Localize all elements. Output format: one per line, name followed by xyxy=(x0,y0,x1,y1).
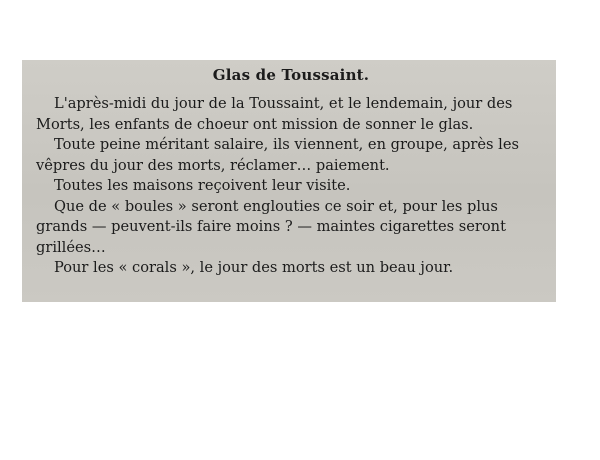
paragraph-2-line-2: vêpres du jour des morts, réclamer… paiement. xyxy=(36,156,390,174)
paragraph-1-line-2: Morts, les enfants de choeur ont mission de sonner le glas. xyxy=(36,115,474,133)
paragraph-4 xyxy=(36,197,546,259)
paragraph-2 xyxy=(36,135,546,176)
paragraph-1-line-1: L'après-midi du jour de la Toussaint, et le lendemain, jour des xyxy=(54,95,513,112)
document-title: Glas de Toussaint. xyxy=(212,66,370,84)
paragraph-4-line-1: Que de « boules » seront englouties ce soir et, pour les plus xyxy=(54,197,498,215)
paragraph-1 xyxy=(36,94,546,135)
paragraph-4-line-3: grillées… xyxy=(36,238,106,256)
paragraph-3 xyxy=(36,176,546,197)
paragraph-3-line-1: Toutes les maisons reçoivent leur visite. xyxy=(54,177,351,194)
paragraph-5-line-1: Pour les « corals », le jour des morts est un beau jour. xyxy=(54,259,454,276)
scanned-text-block xyxy=(22,60,556,302)
paragraph-4-line-2: grands — peuvent-ils faire moins ? — maintes cigarettes seront xyxy=(36,218,506,235)
paragraph-5 xyxy=(36,258,546,279)
paragraph-2-line-1: Toute peine méritant salaire, ils viennent, en groupe, après les xyxy=(54,136,519,153)
